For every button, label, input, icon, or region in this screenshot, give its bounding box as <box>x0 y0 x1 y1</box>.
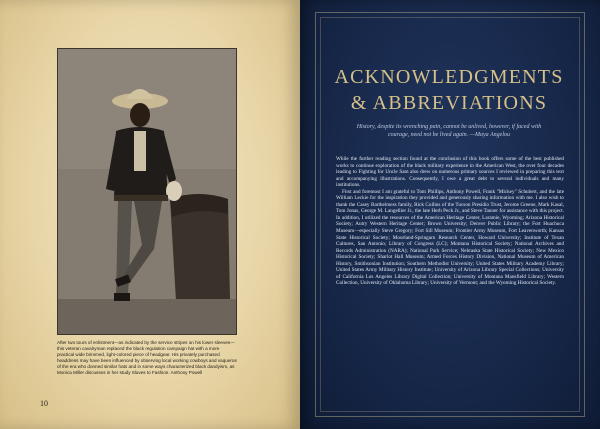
right-page <box>300 0 600 429</box>
body-paragraph: While the further reading section found at the conclusion of this book offers some of the best published works to continue exploration of the black military experience in the American West, the over four decades leading to Fighting for Uncle Sam also drew on numerous primary sources I reviewed in preparing this text and accompanying illustrations. Consequently, I owe a great debt to several individuals and many institutions. <box>336 156 564 189</box>
page-number: 10 <box>40 399 48 408</box>
section-heading-line1: ACKNOWLEDGMENTS <box>334 66 564 88</box>
acknowledgments-body <box>336 156 564 287</box>
cavalryman-illustration <box>58 49 236 334</box>
cavalryman-photo <box>57 48 237 335</box>
epigraph-quote: History, despite its wrenching pain, cannot be unlived, however, if faced with courage, need not be lived again. —Maya Angelou <box>356 124 542 138</box>
body-paragraph: First and foremost I am grateful to Tom Phillips, Anthony Powell, Frank "Mickey" Schubert, and the late William Leckie for the inspiration they provided and generously sharing information with me. I also wish to thank the Casey Barthelmess family, Rick Collins of the Tucson Presidio Trust, Jerome Greene, Mark Kasal, Tom Jonas, George M. Langellier Jr., the late Herb Peck Jr., and Steve Tanner for assistance with this project. In addition, I utilized the resources of the American Heritage Center, Laramie, Wyoming; Arizona Historical Society; Autry Western Heritage Center; Brown University; Denver Public Library; the Fort Huachuca Museum—especially Steve Gregory; Fort Sill Museum; Frontier Army Museum, Fort Leavenworth; Kansas State Historical Society; Moorland-Springarn Research Center, Howard University; Institute of Texan Cultures, San Antonio; Library of Congress (LC); Montana Historical Society; National Archives and Records Administration (NARA); National Park Service; Nebraska State Historical Society; New Mexico Historical Society; Sharlot Hall Museum; Armed Forces History Division, National Museum of American History, Smithsonian Institution; Southern Methodist University; United States Military Academy Library; United States Army Military History Institute; University of Arizona Library Special Collections; University of California Los Angeles Library Digital Collection; University of Montana Mansfield Library; Western Collection, University of Oklahoma Library; University of Vermont; and the Wyoming Historical Society. <box>336 188 564 287</box>
section-heading-line2: & ABBREVIATIONS <box>350 92 548 114</box>
photo-caption: After two tours of enlistment—as indicated by the service stripes on his lower sleeves—this veteran cavalryman replaced the black regulation campaign hat with a more practical wide brimmed, light-colored piece of headgear. His privately purchased headdress may have been influenced by observing local working cowboys and vaqueros of the era who donned similar hats and in some ways characterized black dandyism, as Monica Miller discusses in her study Slaves to Fashion. Anthony Powell <box>57 340 237 375</box>
